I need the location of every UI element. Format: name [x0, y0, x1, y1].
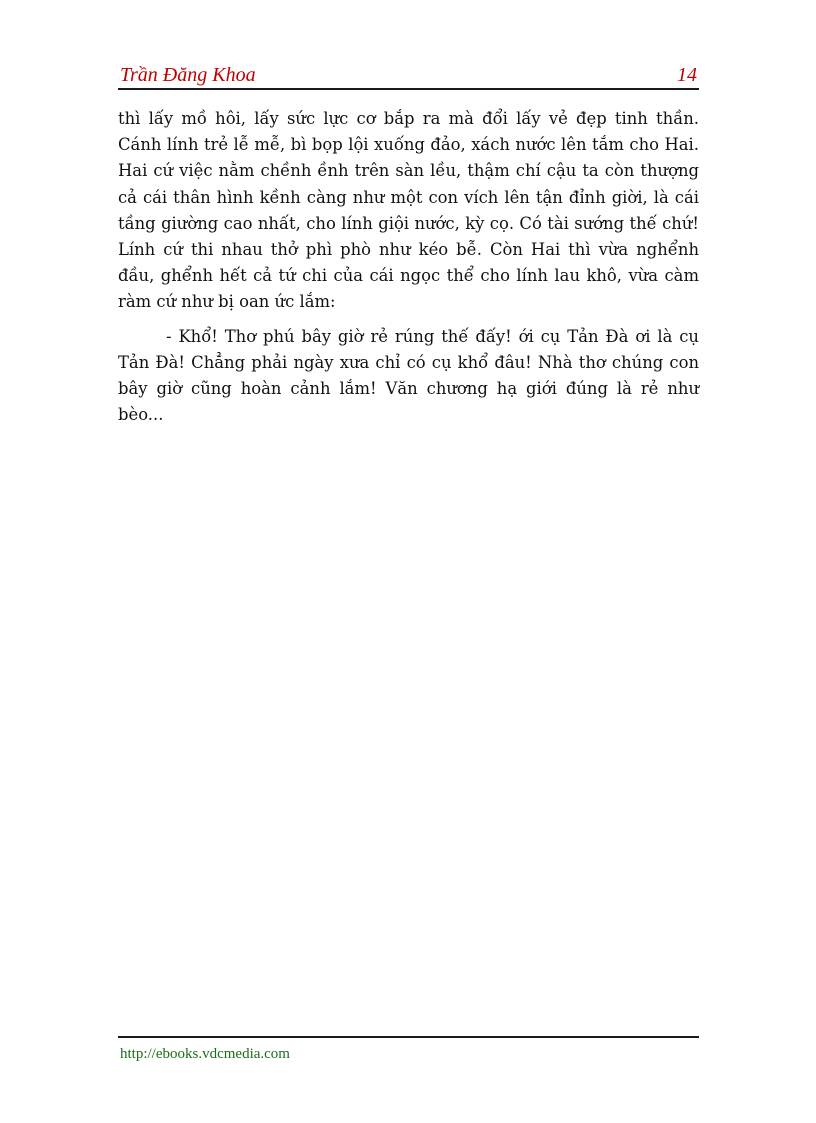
- page-footer: [118, 1036, 699, 1062]
- book-author-title: Trần Đăng Khoa: [120, 64, 256, 86]
- page-body: [118, 106, 699, 436]
- page-number: 14: [677, 64, 697, 86]
- footer-link[interactable]: http://ebooks.vdcmedia.com: [120, 1046, 290, 1062]
- paragraph-2: - Khổ! Thơ phú bây giờ rẻ rúng thế đấy! ới cụ Tản Đà ơi là cụ Tản Đà! Chẳng phải ngày xưa chỉ có cụ khổ đâu! Nhà thơ chúng con bây giờ cũng hoàn cảnh lắm! Văn chương hạ giới đúng là rẻ như bèo...: [118, 326, 699, 425]
- paragraph-1: thì lấy mồ hôi, lấy sức lực cơ bắp ra mà đổi lấy vẻ đẹp tinh thần. Cánh lính trẻ lễ mễ, bì bọp lội xuống đảo, xách nước lên tắm cho Hai. Hai cứ việc nằm chềnh ềnh trên sàn lều, thậm chí cậu ta còn thượng cả cái thân hình kềnh càng như một con vích lên tận đỉnh giời, là cái tầng giường cao nhất, cho lính giội nước, kỳ cọ. Có tài sướng thế chứ! Lính cứ thi nhau thở phì phò như kéo bễ. Còn Hai thì vừa nghểnh đầu, ghểnh hết cả tứ chi của cái ngọc thể cho lính lau khô, vừa càm ràm cứ như bị oan ức lắm:: [118, 109, 699, 312]
- page-header: [118, 62, 699, 90]
